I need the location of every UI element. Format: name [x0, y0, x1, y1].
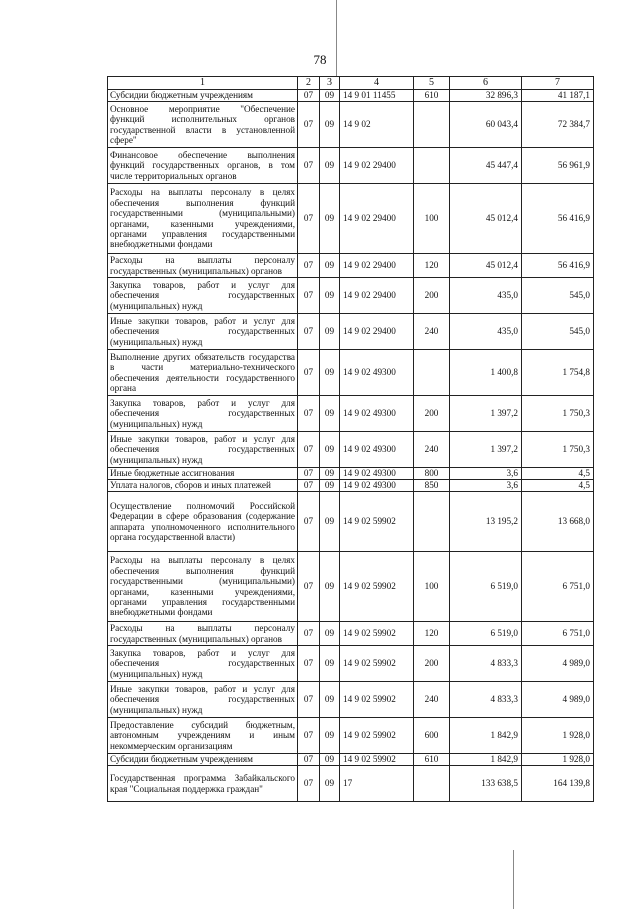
subsection-code-cell: 09 — [320, 90, 340, 102]
expense-type-code-cell — [414, 492, 450, 552]
table-row — [108, 682, 594, 718]
expense-type-code-cell: 600 — [414, 718, 450, 754]
table-header-row — [108, 77, 594, 90]
expense-type-code-cell — [414, 350, 450, 396]
amount-year-1-cell: 6 519,0 — [450, 552, 522, 622]
amount-year-1-cell: 1 400,8 — [450, 350, 522, 396]
amount-year-2-cell: 6 751,0 — [522, 622, 594, 646]
subsection-code-cell: 09 — [320, 350, 340, 396]
amount-year-2-cell: 41 187,1 — [522, 90, 594, 102]
amount-year-2-cell: 56 416,9 — [522, 184, 594, 254]
amount-year-1-cell: 45 447,4 — [450, 148, 522, 184]
scan-artifact-line — [336, 0, 337, 76]
expense-type-code-cell — [414, 766, 450, 802]
subsection-code-cell: 09 — [320, 622, 340, 646]
table-row — [108, 622, 594, 646]
amount-year-1-cell: 133 638,5 — [450, 766, 522, 802]
page-number: 78 — [313, 52, 327, 67]
expense-type-code-cell: 120 — [414, 622, 450, 646]
amount-year-2-cell: 1 750,3 — [522, 396, 594, 432]
item-name-cell: Расходы на выплаты персоналу в целях обеспечения выполнения функций государственными (муниципальными) органами, казенными учреждениями, органами управления государственными внебюджетными фондами — [108, 552, 298, 622]
item-name-cell: Иные закупки товаров, работ и услуг для обеспечения государственных (муниципальных) нужд — [108, 682, 298, 718]
amount-year-2-cell: 56 961,9 — [522, 148, 594, 184]
subsection-code-cell: 09 — [320, 766, 340, 802]
table-row — [108, 552, 594, 622]
amount-year-1-cell: 1 397,2 — [450, 396, 522, 432]
item-name-cell: Государственная программа Забайкальского края "Социальная поддержка граждан" — [108, 766, 298, 802]
table-row — [108, 480, 594, 492]
expense-type-code-cell: 800 — [414, 468, 450, 480]
table-row — [108, 148, 594, 184]
subsection-code-cell: 09 — [320, 646, 340, 682]
column-header: 4 — [340, 77, 414, 90]
amount-year-1-cell: 4 833,3 — [450, 682, 522, 718]
amount-year-2-cell: 56 416,9 — [522, 254, 594, 278]
amount-year-2-cell: 1 928,0 — [522, 754, 594, 766]
table-row — [108, 432, 594, 468]
item-name-cell: Иные закупки товаров, работ и услуг для обеспечения государственных (муниципальных) нужд — [108, 432, 298, 468]
target-article-code-cell: 14 9 02 59902 — [340, 622, 414, 646]
target-article-code-cell: 17 — [340, 766, 414, 802]
section-code-cell: 07 — [298, 254, 320, 278]
target-article-code-cell: 14 9 02 49300 — [340, 350, 414, 396]
expense-type-code-cell: 200 — [414, 396, 450, 432]
item-name-cell: Осуществление полномочий Российской Федерации в сфере образования (содержание аппарата уполномоченного исполнительного органа государственной власти) — [108, 492, 298, 552]
section-code-cell: 07 — [298, 350, 320, 396]
target-article-code-cell: 14 9 02 29400 — [340, 184, 414, 254]
subsection-code-cell: 09 — [320, 468, 340, 480]
item-name-cell: Закупка товаров, работ и услуг для обеспечения государственных (муниципальных) нужд — [108, 278, 298, 314]
section-code-cell: 07 — [298, 278, 320, 314]
section-code-cell: 07 — [298, 102, 320, 148]
section-code-cell: 07 — [298, 646, 320, 682]
target-article-code-cell: 14 9 02 29400 — [340, 254, 414, 278]
expense-type-code-cell: 200 — [414, 646, 450, 682]
item-name-cell: Иные бюджетные ассигнования — [108, 468, 298, 480]
subsection-code-cell: 09 — [320, 148, 340, 184]
target-article-code-cell: 14 9 02 59902 — [340, 646, 414, 682]
amount-year-2-cell: 1 754,8 — [522, 350, 594, 396]
amount-year-1-cell: 1 397,2 — [450, 432, 522, 468]
section-code-cell: 07 — [298, 314, 320, 350]
target-article-code-cell: 14 9 02 59902 — [340, 754, 414, 766]
expense-type-code-cell: 240 — [414, 314, 450, 350]
expense-type-code-cell: 240 — [414, 682, 450, 718]
table-row — [108, 492, 594, 552]
item-name-cell: Субсидии бюджетным учреждениям — [108, 754, 298, 766]
target-article-code-cell: 14 9 02 59902 — [340, 718, 414, 754]
column-header: 5 — [414, 77, 450, 90]
section-code-cell: 07 — [298, 90, 320, 102]
expense-type-code-cell — [414, 148, 450, 184]
amount-year-2-cell: 4 989,0 — [522, 646, 594, 682]
expense-type-code-cell: 610 — [414, 754, 450, 766]
item-name-cell: Расходы на выплаты персоналу государственных (муниципальных) органов — [108, 622, 298, 646]
section-code-cell: 07 — [298, 184, 320, 254]
item-name-cell: Предоставление субсидий бюджетным, автономным учреждениям и иным некоммерческим организациям — [108, 718, 298, 754]
item-name-cell: Основное мероприятие "Обеспечение функций исполнительных органов государственной власти в установленной сфере" — [108, 102, 298, 148]
table-row — [108, 102, 594, 148]
section-code-cell: 07 — [298, 480, 320, 492]
target-article-code-cell: 14 9 02 29400 — [340, 314, 414, 350]
table-row — [108, 90, 594, 102]
subsection-code-cell: 09 — [320, 102, 340, 148]
amount-year-2-cell: 4,5 — [522, 480, 594, 492]
section-code-cell: 07 — [298, 148, 320, 184]
column-header: 2 — [298, 77, 320, 90]
item-name-cell: Закупка товаров, работ и услуг для обеспечения государственных (муниципальных) нужд — [108, 396, 298, 432]
section-code-cell: 07 — [298, 766, 320, 802]
section-code-cell: 07 — [298, 492, 320, 552]
section-code-cell: 07 — [298, 552, 320, 622]
subsection-code-cell: 09 — [320, 718, 340, 754]
subsection-code-cell: 09 — [320, 184, 340, 254]
subsection-code-cell: 09 — [320, 396, 340, 432]
subsection-code-cell: 09 — [320, 492, 340, 552]
section-code-cell: 07 — [298, 718, 320, 754]
expense-type-code-cell: 100 — [414, 552, 450, 622]
amount-year-1-cell: 3,6 — [450, 468, 522, 480]
table-row — [108, 314, 594, 350]
target-article-code-cell: 14 9 02 49300 — [340, 396, 414, 432]
amount-year-1-cell: 60 043,4 — [450, 102, 522, 148]
section-code-cell: 07 — [298, 432, 320, 468]
amount-year-1-cell: 45 012,4 — [450, 184, 522, 254]
table-row — [108, 350, 594, 396]
column-header: 1 — [108, 77, 298, 90]
amount-year-2-cell: 545,0 — [522, 314, 594, 350]
amount-year-1-cell: 32 896,3 — [450, 90, 522, 102]
item-name-cell: Субсидии бюджетным учреждениям — [108, 90, 298, 102]
expense-type-code-cell — [414, 102, 450, 148]
subsection-code-cell: 09 — [320, 754, 340, 766]
expense-type-code-cell: 120 — [414, 254, 450, 278]
table-row — [108, 646, 594, 682]
subsection-code-cell: 09 — [320, 682, 340, 718]
column-header: 3 — [320, 77, 340, 90]
section-code-cell: 07 — [298, 682, 320, 718]
amount-year-2-cell: 4,5 — [522, 468, 594, 480]
target-article-code-cell: 14 9 02 49300 — [340, 480, 414, 492]
subsection-code-cell: 09 — [320, 254, 340, 278]
amount-year-2-cell: 72 384,7 — [522, 102, 594, 148]
column-header: 7 — [522, 77, 594, 90]
item-name-cell: Уплата налогов, сборов и иных платежей — [108, 480, 298, 492]
amount-year-1-cell: 435,0 — [450, 278, 522, 314]
amount-year-2-cell: 1 750,3 — [522, 432, 594, 468]
amount-year-2-cell: 545,0 — [522, 278, 594, 314]
item-name-cell: Выполнение других обязательств государства в части материально-технического обеспечения деятельности государственного органа — [108, 350, 298, 396]
section-code-cell: 07 — [298, 396, 320, 432]
item-name-cell: Расходы на выплаты персоналу в целях обеспечения выполнения функций государственными (муниципальными) органами, казенными учреждениями, органами управления государственными внебюджетными фондами — [108, 184, 298, 254]
item-name-cell: Иные закупки товаров, работ и услуг для обеспечения государственных (муниципальных) нужд — [108, 314, 298, 350]
scan-artifact-line — [513, 850, 514, 909]
amount-year-1-cell: 1 842,9 — [450, 754, 522, 766]
section-code-cell: 07 — [298, 468, 320, 480]
table-row — [108, 754, 594, 766]
budget-table — [107, 76, 594, 802]
target-article-code-cell: 14 9 02 49300 — [340, 468, 414, 480]
target-article-code-cell: 14 9 02 59902 — [340, 492, 414, 552]
subsection-code-cell: 09 — [320, 278, 340, 314]
item-name-cell: Финансовое обеспечение выполнения функций государственных органов, в том числе территориальных органов — [108, 148, 298, 184]
table-row — [108, 718, 594, 754]
table-row — [108, 468, 594, 480]
subsection-code-cell: 09 — [320, 552, 340, 622]
amount-year-1-cell: 3,6 — [450, 480, 522, 492]
table-row — [108, 278, 594, 314]
table-row — [108, 184, 594, 254]
amount-year-2-cell: 6 751,0 — [522, 552, 594, 622]
table-row — [108, 766, 594, 802]
amount-year-1-cell: 1 842,9 — [450, 718, 522, 754]
expense-type-code-cell: 200 — [414, 278, 450, 314]
column-header: 6 — [450, 77, 522, 90]
item-name-cell: Расходы на выплаты персоналу государственных (муниципальных) органов — [108, 254, 298, 278]
amount-year-1-cell: 13 195,2 — [450, 492, 522, 552]
subsection-code-cell: 09 — [320, 432, 340, 468]
amount-year-2-cell: 4 989,0 — [522, 682, 594, 718]
amount-year-2-cell: 1 928,0 — [522, 718, 594, 754]
amount-year-2-cell: 164 139,8 — [522, 766, 594, 802]
expense-type-code-cell: 850 — [414, 480, 450, 492]
table-row — [108, 254, 594, 278]
amount-year-1-cell: 435,0 — [450, 314, 522, 350]
target-article-code-cell: 14 9 02 29400 — [340, 148, 414, 184]
subsection-code-cell: 09 — [320, 480, 340, 492]
section-code-cell: 07 — [298, 754, 320, 766]
target-article-code-cell: 14 9 01 11455 — [340, 90, 414, 102]
amount-year-1-cell: 4 833,3 — [450, 646, 522, 682]
target-article-code-cell: 14 9 02 59902 — [340, 552, 414, 622]
section-code-cell: 07 — [298, 622, 320, 646]
table-row — [108, 396, 594, 432]
target-article-code-cell: 14 9 02 29400 — [340, 278, 414, 314]
target-article-code-cell: 14 9 02 — [340, 102, 414, 148]
target-article-code-cell: 14 9 02 49300 — [340, 432, 414, 468]
amount-year-1-cell: 45 012,4 — [450, 254, 522, 278]
subsection-code-cell: 09 — [320, 314, 340, 350]
expense-type-code-cell: 240 — [414, 432, 450, 468]
amount-year-1-cell: 6 519,0 — [450, 622, 522, 646]
expense-type-code-cell: 100 — [414, 184, 450, 254]
target-article-code-cell: 14 9 02 59902 — [340, 682, 414, 718]
amount-year-2-cell: 13 668,0 — [522, 492, 594, 552]
item-name-cell: Закупка товаров, работ и услуг для обеспечения государственных (муниципальных) нужд — [108, 646, 298, 682]
expense-type-code-cell: 610 — [414, 90, 450, 102]
